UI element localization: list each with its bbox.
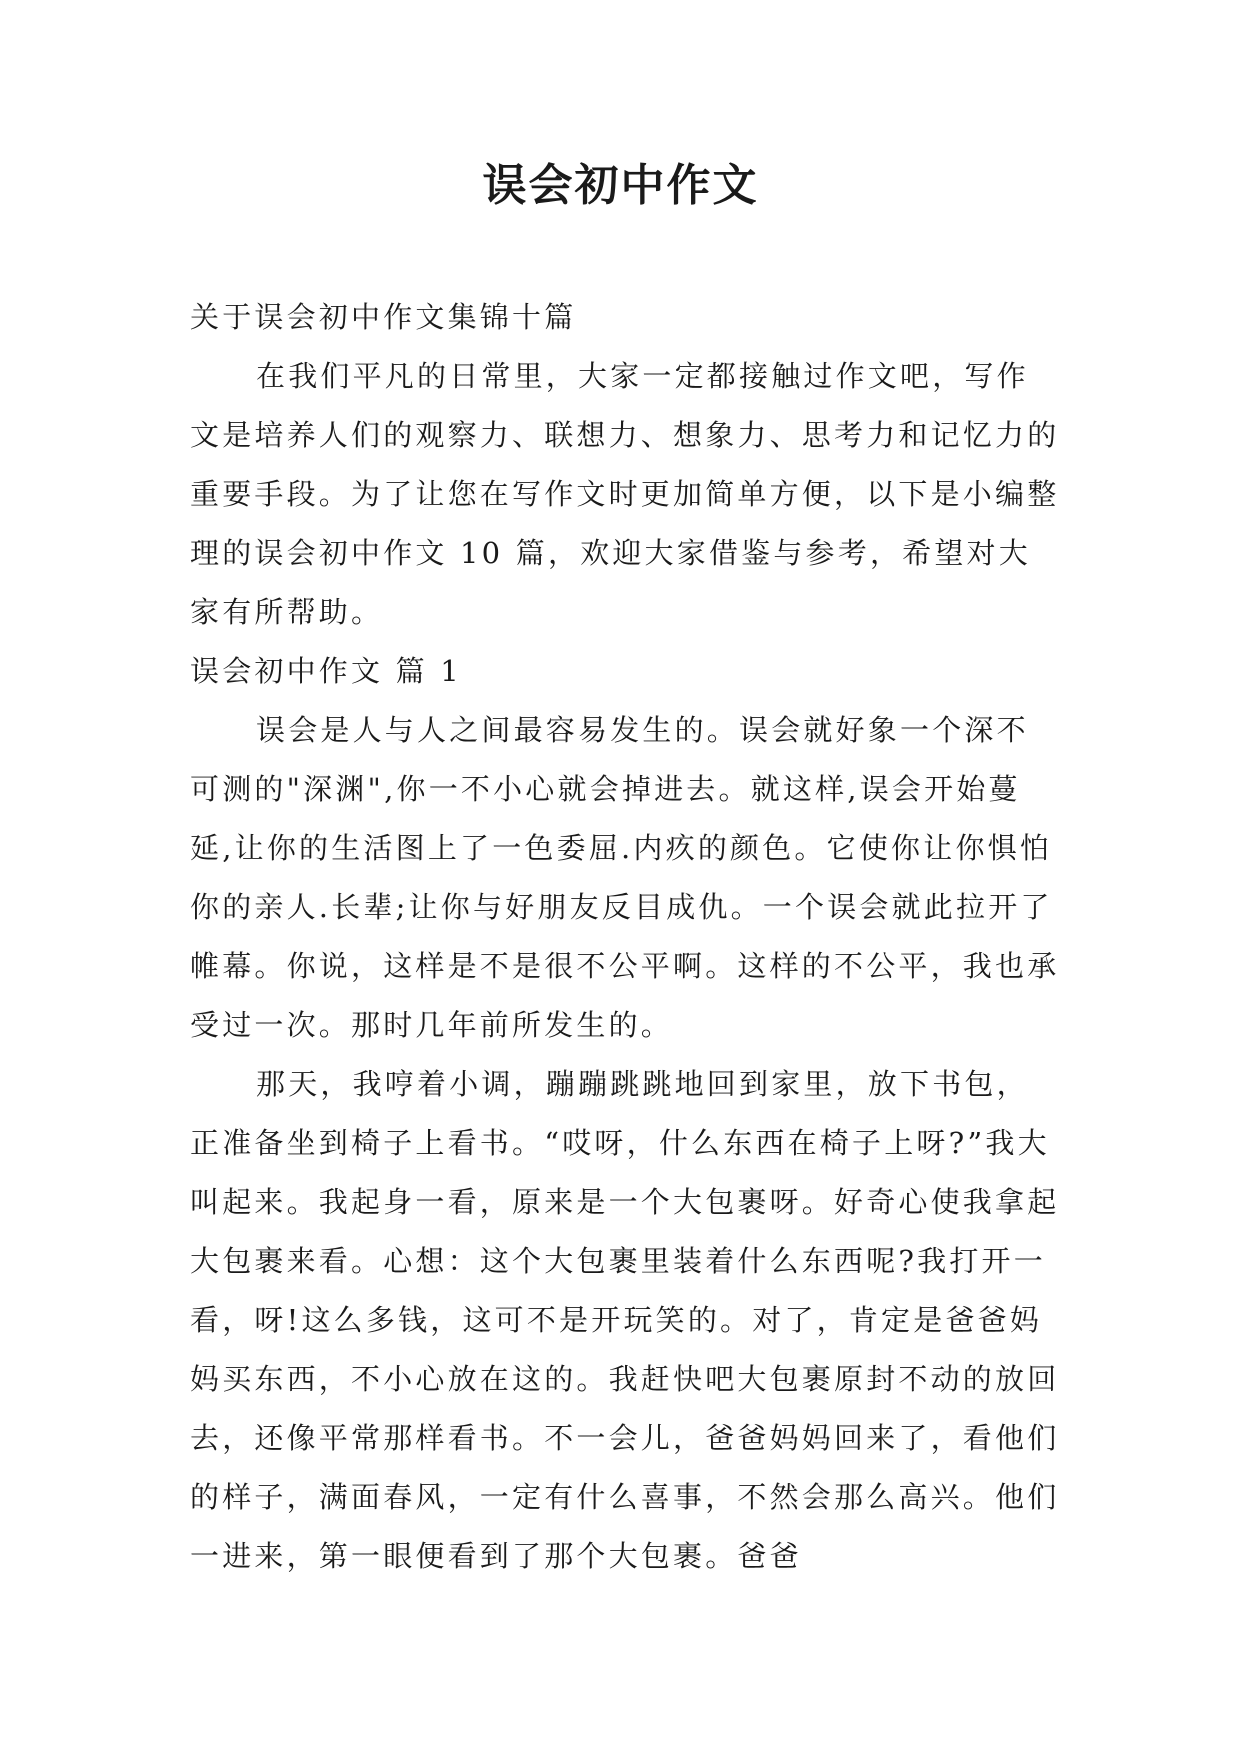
document-title: 误会初中作文 [482,160,759,211]
intro-paragraph: 在我们平凡的日常里，大家一定都接触过作文吧，写作文是培养人们的观察力、联想力、想象力、思考力和记忆力的重要手段。为了让您在写作文时更加简单方便，以下是小编整理的误会初中作文 10 篇，欢迎大家借鉴与参考，希望对大家有所帮助。 [190,359,1060,629]
body-paragraph: 那天，我哼着小调，蹦蹦跳跳地回到家里，放下书包，正准备坐到椅子上看书。“哎呀，什么东西在椅子上呀?”我大叫起来。我起身一看，原来是一个大包裹呀。好奇心使我拿起大包裹来看。心想：这个大包裹里装着什么东西呢?我打开一看，呀!这么多钱，这可不是开玩笑的。对了，肯定是爸爸妈妈买东西，不小心放在这的。我赶快吧大包裹原封不动的放回去，还像平常那样看书。不一会儿，爸爸妈妈回来了，看他们的样子，满面春风，一定有什么喜事，不然会那么高兴。他们一进来，第一眼便看到了那个大包裹。爸爸 [190,1067,1060,1573]
document-subtitle: 关于误会初中作文集锦十篇 [190,300,577,334]
section-heading: 误会初中作文 篇 1 [190,654,462,688]
body-paragraph: 误会是人与人之间最容易发生的。误会就好象一个深不可测的"深渊",你一不小心就会掉进去。就这样,误会开始蔓延,让你的生活图上了一色委屈.内疚的颜色。它使你让你惧怕你的亲人.长辈;让你与好朋友反目成仇。一个误会就此拉开了帷幕。你说，这样是不是很不公平啊。这样的不公平，我也承受过一次。那时几年前所发生的。 [190,713,1060,1042]
document-body [190,288,1060,1586]
